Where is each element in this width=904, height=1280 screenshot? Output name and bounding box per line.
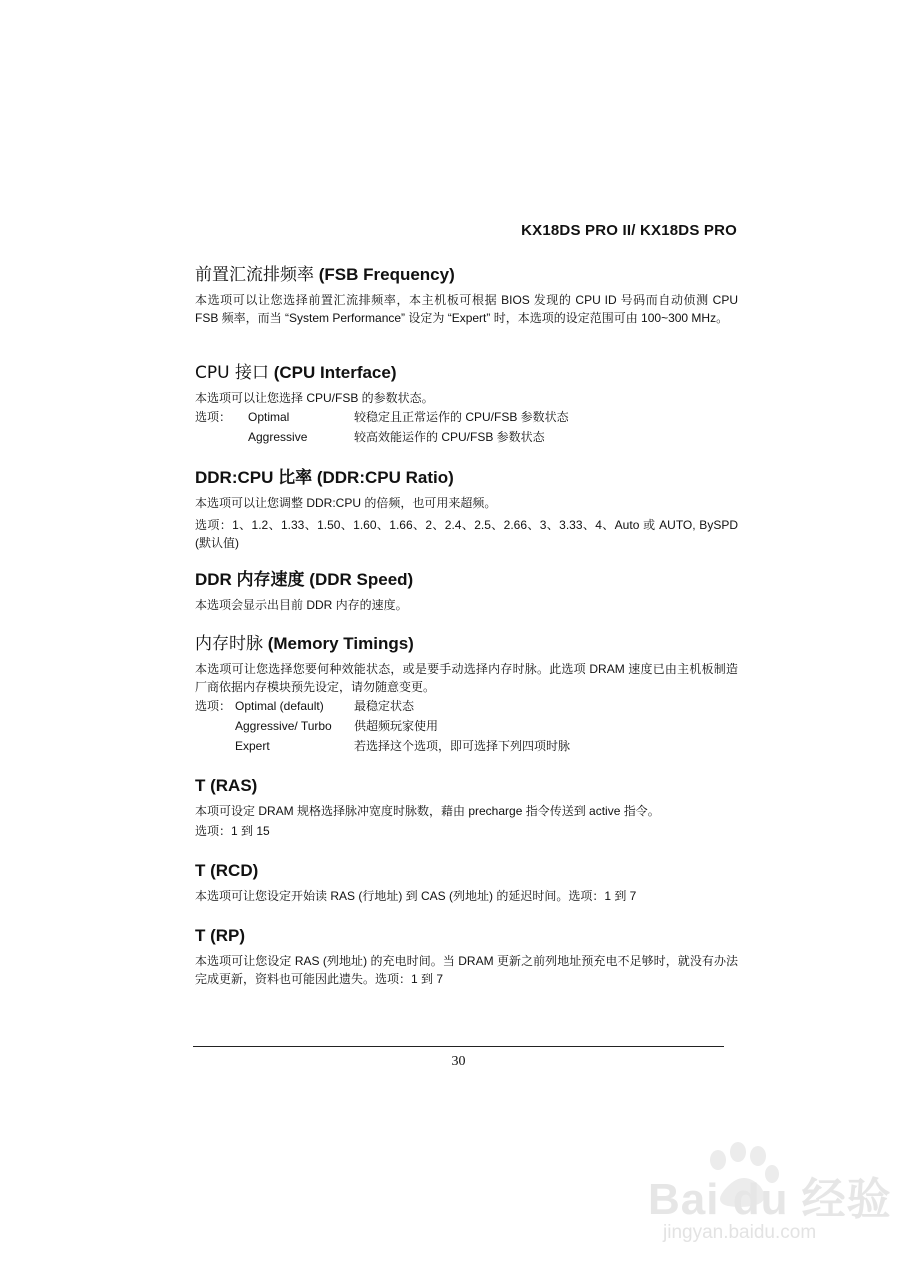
option-name: Optimal (default) — [235, 699, 324, 713]
section-body: 本选项会显示出目前 DDR 内存的速度。 — [195, 598, 408, 612]
section-t-rp — [195, 925, 738, 988]
section-title — [195, 264, 738, 286]
section-body: 本选项可让您选择您要何种效能状态，或是要手动选择内存时脉。此选项 DRAM 速度已由主机板制造厂商依据内存模块预先设定，请勿随意变更。 — [195, 662, 738, 694]
option-name: Expert — [235, 739, 270, 753]
option-name: Aggressive/ Turbo — [235, 719, 332, 733]
title-en: (DDR:CPU Ratio) — [316, 468, 454, 487]
option-desc: 最稳定状态 — [354, 699, 415, 713]
section-fsb-frequency — [195, 264, 738, 327]
page-number: 30 — [451, 1054, 466, 1069]
option-desc: 较稳定且正常运作的 CPU/FSB 参数状态 — [354, 410, 569, 424]
section-title: T (RAS) — [195, 776, 258, 795]
section-memory-timings — [195, 633, 738, 756]
option-name: Optimal — [248, 410, 290, 424]
section-body: 本选项可以让您调整 DDR:CPU 的倍频，也可用来超频。 — [195, 496, 497, 510]
model-header: KX18DS PRO II/ KX18DS PRO — [521, 222, 737, 239]
title-zh: 前置汇流排频率 — [195, 265, 314, 285]
section-body: 本选项可以让您选择前置汇流排频率，本主机板可根据 BIOS 发现的 CPU ID 号码而自动侦测 CPU FSB 频率，而当 “System Performance” 设定为 “Expert” 时，本选项的设定范围可由 100~300 MHz。 — [195, 293, 738, 325]
title-en: (CPU Interface) — [273, 363, 397, 382]
option-name: Aggressive — [248, 430, 308, 444]
title-en: (Memory Timings) — [267, 634, 414, 653]
section-options: 选项：1 到 15 — [195, 824, 270, 838]
option-row — [195, 736, 738, 756]
section-body: 本选项可让您设定 RAS (列地址) 的充电时间。当 DRAM 更新之前列地址预充电不足够时，就没有办法完成更新，资料也可能因此遗失。选项：1 到 7 — [195, 954, 738, 986]
options-label: 选项： — [195, 699, 232, 713]
title-zh: CPU 接口 — [195, 363, 269, 383]
section-ddr-speed — [195, 569, 738, 614]
watermark-url: jingyan.baidu.com — [663, 1222, 817, 1243]
option-desc: 若选择这个选项，即可选择下列四项时脉 — [354, 739, 571, 753]
section-title — [195, 569, 738, 591]
option-desc: 供超频玩家使用 — [354, 719, 439, 733]
section-title — [195, 467, 738, 489]
section-title: T (RP) — [195, 926, 246, 945]
title-zh: DDR:CPU 比率 — [195, 468, 313, 487]
title-en: (DDR Speed) — [309, 570, 414, 589]
section-ddr-cpu-ratio — [195, 467, 738, 552]
section-options: 选项：1、1.2、1.33、1.50、1.60、1.66、2、2.4、2.5、2.66、3、3.33、4、Auto 或 AUTO, BySPD (默认值) — [195, 518, 738, 550]
option-row — [195, 716, 738, 736]
option-desc: 较高效能运作的 CPU/FSB 参数状态 — [354, 430, 545, 444]
title-zh: 内存时脉 — [195, 634, 263, 654]
title-zh: DDR 内存速度 — [195, 570, 305, 589]
section-title — [195, 633, 738, 655]
option-row — [195, 696, 738, 716]
section-t-ras — [195, 775, 738, 840]
watermark-text: Bai du 经验 — [648, 1175, 892, 1224]
section-title — [195, 362, 738, 384]
footer-rule — [193, 1046, 724, 1047]
section-cpu-interface — [195, 362, 738, 447]
section-title: T (RCD) — [195, 861, 259, 880]
option-row — [195, 427, 738, 447]
options-label: 选项： — [195, 410, 232, 424]
title-en: (FSB Frequency) — [318, 265, 455, 284]
section-body: 本选项可让您设定开始读 RAS (行地址) 到 CAS (列地址) 的延迟时间。选项：1 到 7 — [195, 889, 637, 903]
section-t-rcd — [195, 860, 738, 905]
section-body: 本项可设定 DRAM 规格选择脉冲宽度时脉数，藉由 precharge 指令传送到 active 指令。 — [195, 804, 660, 818]
section-body: 本选项可以让您选择 CPU/FSB 的参数状态。 — [195, 391, 434, 405]
option-row — [195, 407, 738, 427]
